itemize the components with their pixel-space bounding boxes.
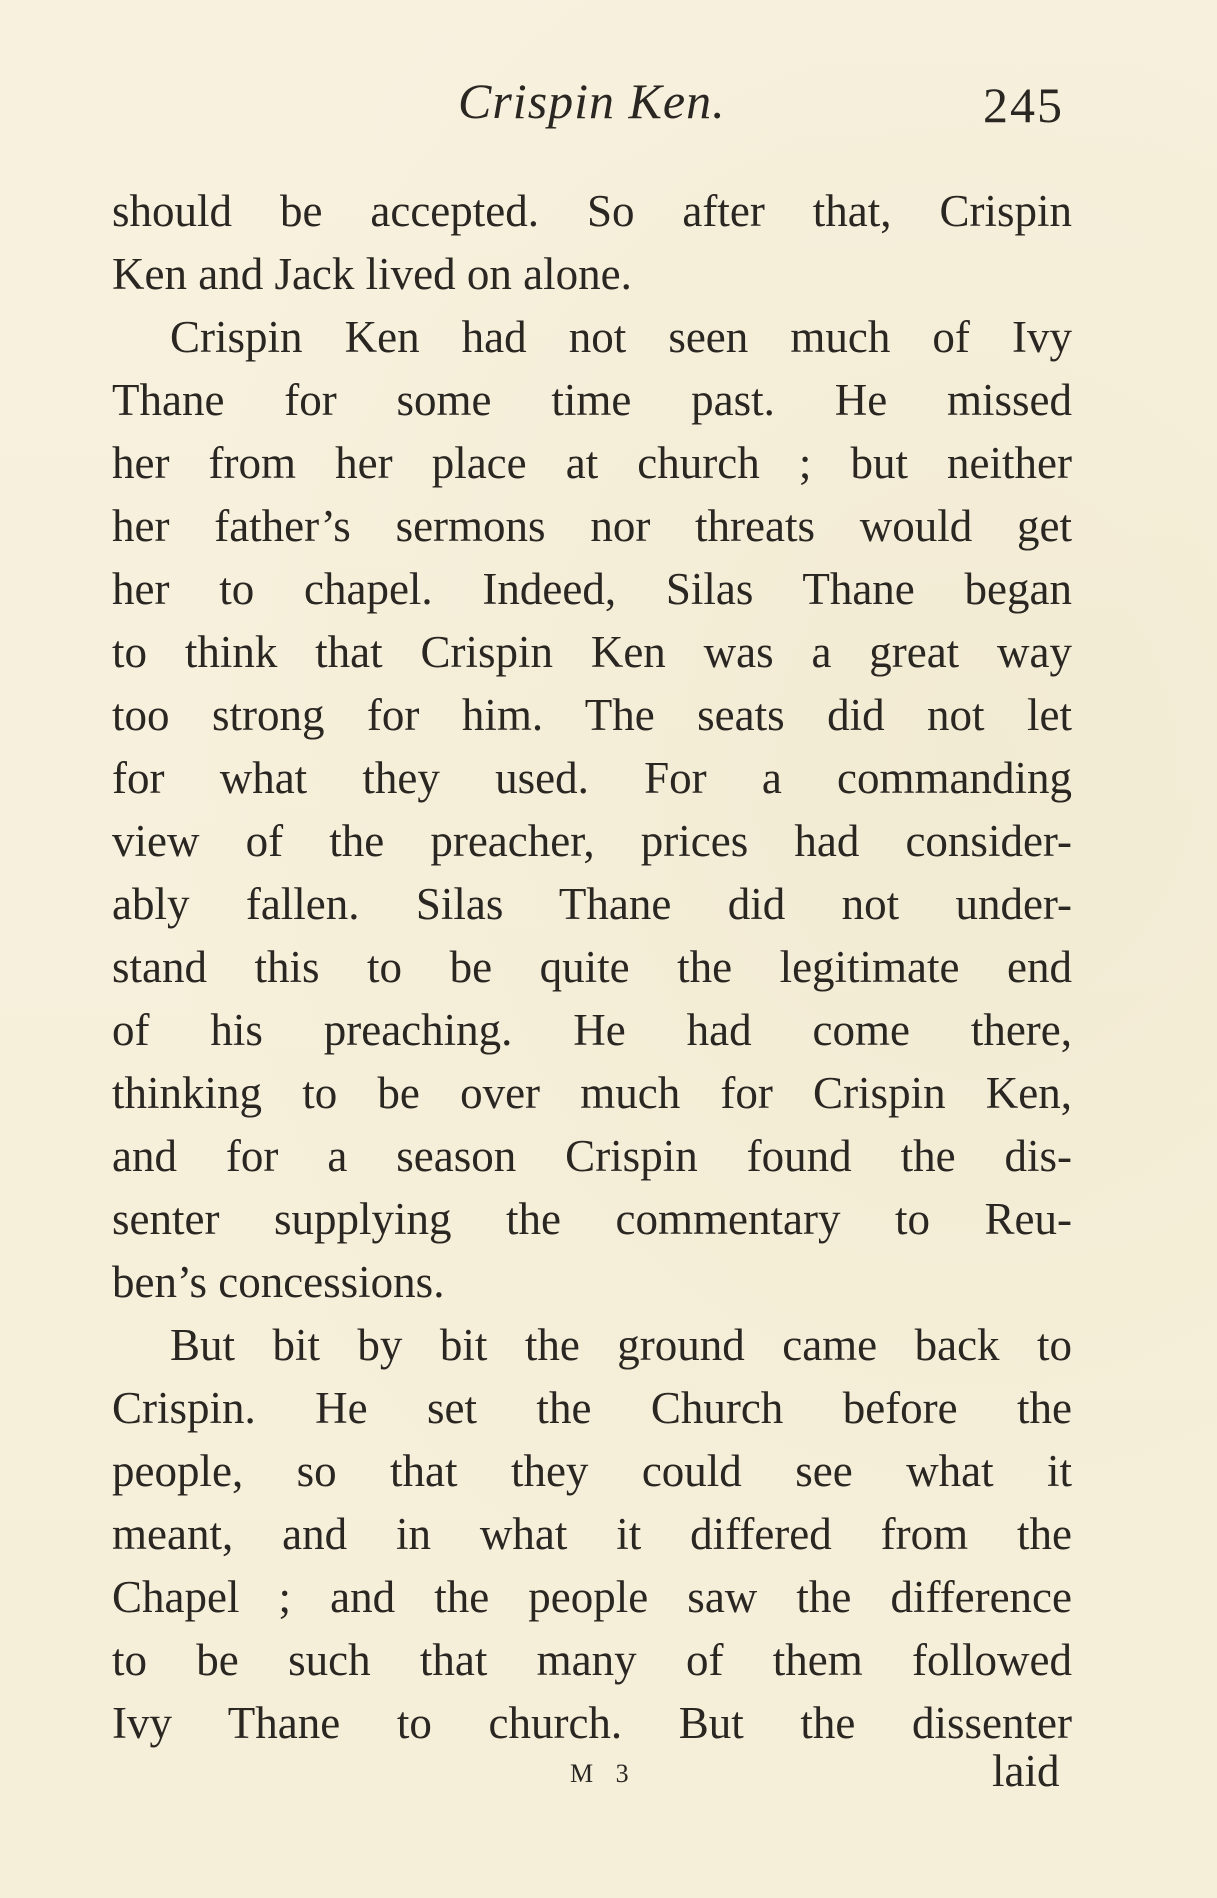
text-line: Ivy Thane to church. But the dissenter bbox=[112, 1698, 1072, 1748]
text-line: Ken and Jack lived on alone. bbox=[112, 249, 632, 299]
running-head bbox=[0, 72, 1217, 132]
text-line: meant, and in what it differed from the bbox=[112, 1509, 1072, 1559]
text-line: to think that Crispin Ken was a great way bbox=[112, 627, 1072, 677]
text-line: Crispin. He set the Church before the bbox=[112, 1383, 1072, 1433]
text-line: Chapel ; and the people saw the difference bbox=[112, 1572, 1072, 1622]
text-line: stand this to be quite the legitimate end bbox=[112, 942, 1072, 992]
text-line: for what they used. For a commanding bbox=[112, 753, 1072, 803]
body-text bbox=[112, 180, 1072, 1755]
text-line: thinking to be over much for Crispin Ken, bbox=[112, 1068, 1072, 1118]
signature-mark: M 3 bbox=[570, 1759, 637, 1788]
text-line: her to chapel. Indeed, Silas Thane began bbox=[112, 564, 1072, 614]
text-line: senter supplying the commentary to Reu- bbox=[112, 1194, 1072, 1244]
text-line: ably fallen. Silas Thane did not under- bbox=[112, 879, 1072, 929]
running-title: Crispin Ken. bbox=[458, 73, 726, 129]
text-line: her father’s sermons nor threats would get bbox=[112, 501, 1072, 551]
page-number: 245 bbox=[983, 77, 1064, 133]
text-line: and for a season Crispin found the dis- bbox=[112, 1131, 1072, 1181]
text-line: of his preaching. He had come there, bbox=[112, 1005, 1072, 1055]
text-line: But bit by bit the ground came back to bbox=[170, 1320, 1072, 1370]
catchword: laid bbox=[992, 1746, 1060, 1796]
text-line: too strong for him. The seats did not let bbox=[112, 690, 1072, 740]
text-line: Thane for some time past. He missed bbox=[112, 375, 1072, 425]
text-line: her from her place at church ; but neither bbox=[112, 438, 1072, 488]
text-line: Crispin Ken had not seen much of Ivy bbox=[170, 312, 1072, 362]
page-footer bbox=[0, 1745, 1217, 1805]
text-line: should be accepted. So after that, Crispin bbox=[112, 186, 1072, 236]
text-line: view of the preacher, prices had consider- bbox=[112, 816, 1072, 866]
text-line: people, so that they could see what it bbox=[112, 1446, 1072, 1496]
text-line: to be such that many of them followed bbox=[112, 1635, 1072, 1685]
text-line: ben’s concessions. bbox=[112, 1257, 445, 1307]
